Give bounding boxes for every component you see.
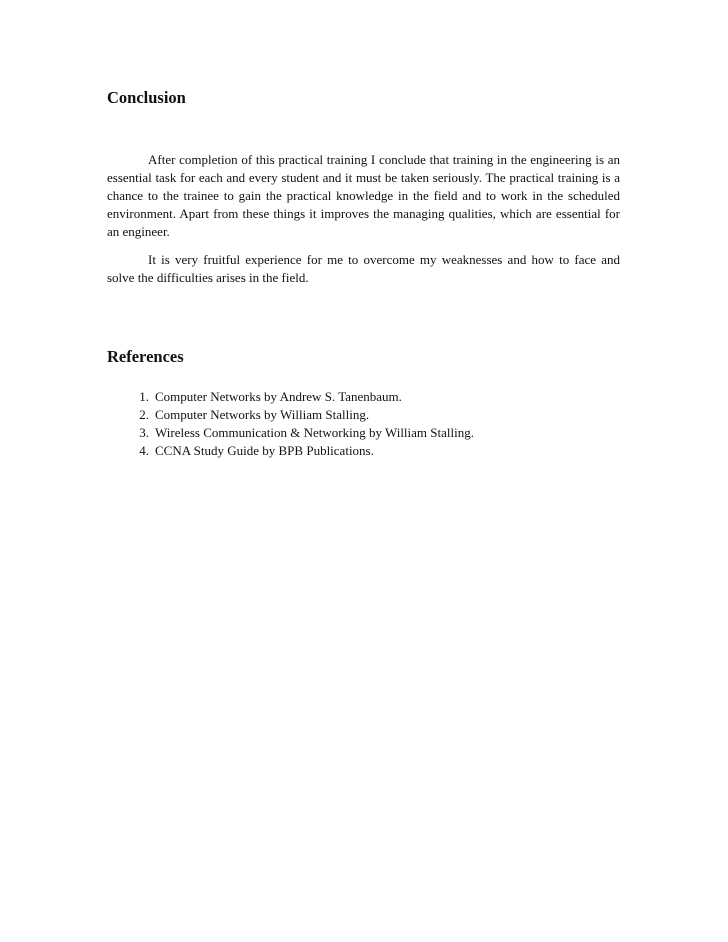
reference-text: CCNA Study Guide by BPB Publications. [155, 443, 374, 458]
reference-text: Wireless Communication & Networking by William Stalling. [155, 425, 474, 440]
reference-item [107, 388, 474, 406]
reference-number: 2. [139, 407, 149, 422]
conclusion-heading: Conclusion [107, 88, 186, 107]
reference-item [107, 442, 474, 460]
references-list [107, 388, 474, 460]
reference-text: Computer Networks by Andrew S. Tanenbaum. [155, 389, 402, 404]
reference-number: 4. [139, 443, 149, 458]
reference-item [107, 406, 474, 424]
references-heading: References [107, 347, 184, 366]
reference-item [107, 424, 474, 442]
reference-text: Computer Networks by William Stalling. [155, 407, 370, 422]
reference-number: 3. [139, 425, 149, 440]
conclusion-paragraph: It is very fruitful experience for me to overcome my weaknesses and how to face and solve the difficulties arises in the field. [107, 252, 620, 285]
conclusion-paragraph: After completion of this practical training I conclude that training in the engineering is an essential task for each and every student and it must be taken seriously. The practical training is a chance to the trainee to gain the practical knowledge in the field and to work in the scheduled environment. Apart from these things it improves the managing qualities, which are essential for an engineer. [107, 152, 620, 239]
reference-number: 1. [139, 389, 149, 404]
